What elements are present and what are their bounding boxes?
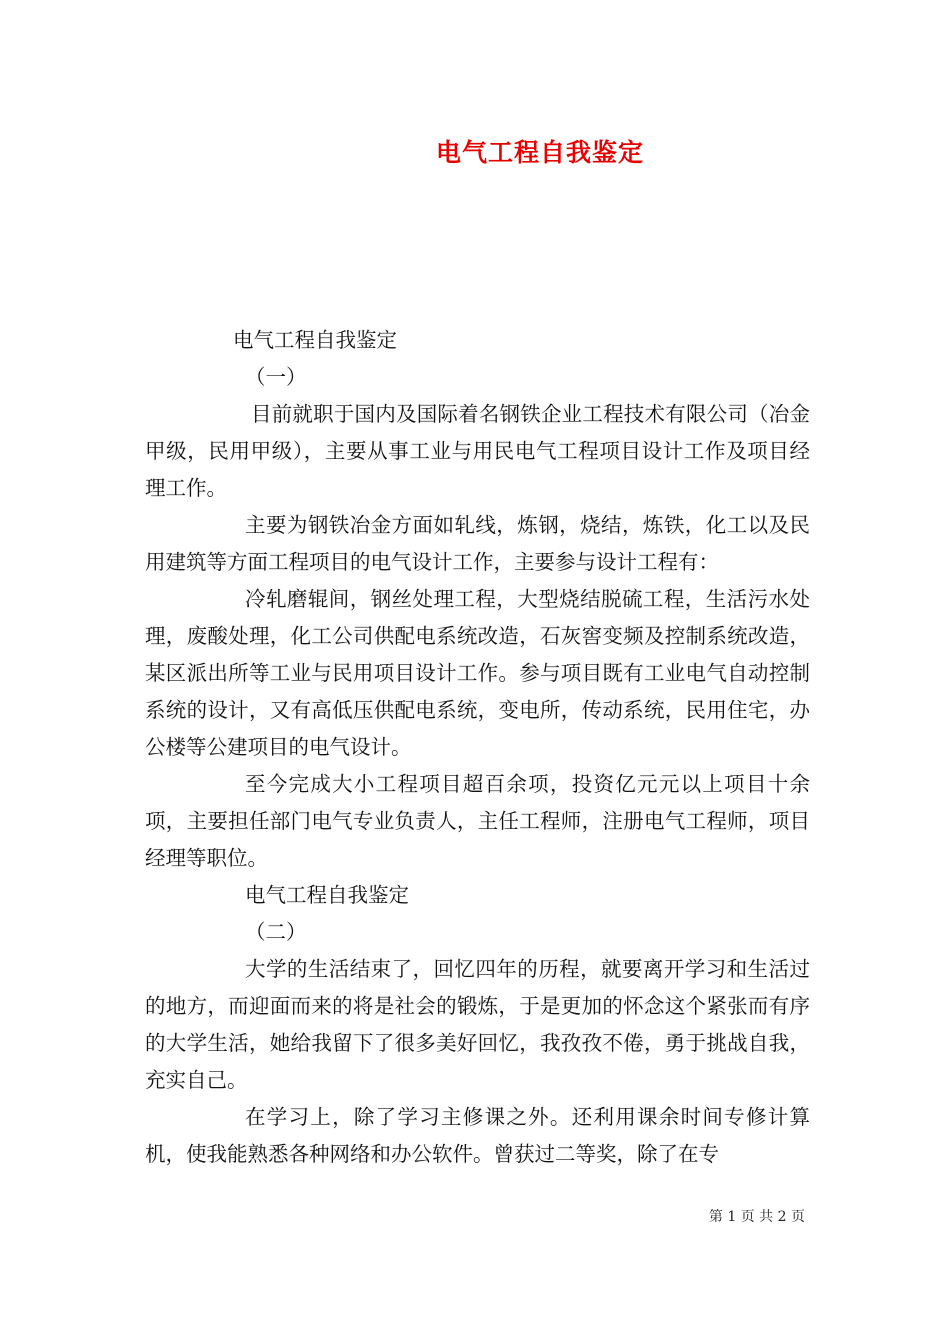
section-number: （一）	[245, 365, 307, 389]
paragraph: 冷轧磨辊间，钢丝处理工程，大型烧结脱硫工程，生活污水处理，废酸处理，化工公司供配电系统改造，石灰窖变频及控制系统改造，某区派出所等工业与民用项目设计工作。参与项目既有工业电气自动控制系统的设计，又有高低压供配电系统，变电所，传动系统，民用住宅，办公楼等公建项目的电气设计。	[145, 587, 810, 759]
section-number: （二）	[245, 920, 307, 944]
paragraph: 在学习上，除了学习主修课之外。还利用课余时间专修计算机，使我能熟悉各种网络和办公软件。曾获过二等奖，除了在专	[145, 1105, 810, 1166]
document-body	[145, 322, 810, 1173]
paragraph: 主要为钢铁冶金方面如轧线，炼钢，烧结，炼铁，化工以及民用建筑等方面工程项目的电气设计工作，主要参与设计工程有：	[145, 513, 810, 574]
paragraph: 目前就职于国内及国际着名钢铁企业工程技术有限公司（冶金甲级，民用甲级），主要从事工业与用民电气工程项目设计工作及项目经理工作。	[145, 402, 810, 500]
paragraph: 至今完成大小工程项目超百余项，投资亿元元以上项目十余项，主要担任部门电气专业负责人，主任工程师，注册电气工程师，项目经理等职位。	[145, 772, 810, 870]
paragraph: 大学的生活结束了，回忆四年的历程，就要离开学习和生活过的地方，而迎面而来的将是社会的锻炼，于是更加的怀念这个紧张而有序的大学生活，她给我留下了很多美好回忆，我孜孜不倦，勇于挑战自我，充实自己。	[145, 957, 810, 1092]
section-heading: 电气工程自我鉴定	[245, 883, 409, 907]
page-number: 第 1 页 共 2 页	[708, 1209, 805, 1225]
section-heading: 电气工程自我鉴定	[233, 328, 397, 352]
document-title: 电气工程自我鉴定	[435, 138, 644, 167]
